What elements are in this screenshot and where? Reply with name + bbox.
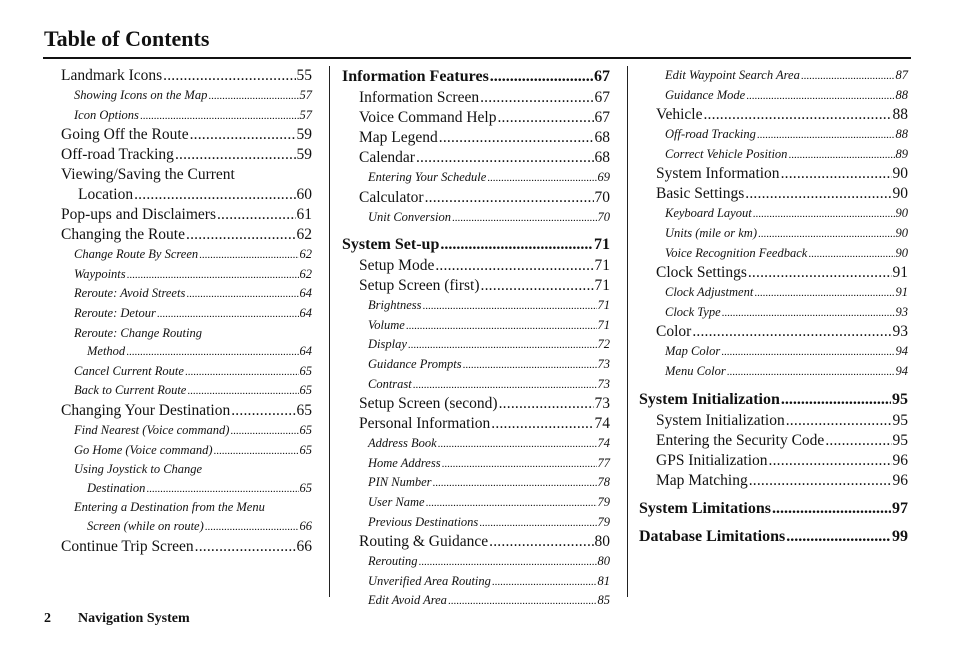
toc-section-system-limitations[interactable]	[639, 498, 908, 520]
dot-leader	[497, 108, 593, 128]
toc-entry-information-screen[interactable]	[342, 88, 610, 108]
toc-entry-page: 65	[299, 442, 312, 457]
toc-entry-voice-command-help[interactable]	[342, 108, 610, 128]
toc-entry-page: 88	[892, 106, 908, 124]
dot-leader	[745, 184, 891, 204]
toc-entry-address-book[interactable]	[342, 434, 610, 454]
toc-entry-label: Map Matching	[656, 471, 748, 489]
dot-leader	[425, 188, 594, 208]
toc-entry-page: 66	[299, 518, 312, 533]
dot-leader	[757, 126, 895, 145]
toc-entry-clock-type[interactable]	[639, 303, 908, 323]
dot-leader	[491, 414, 593, 434]
dot-leader	[487, 169, 596, 188]
toc-entry-label: Home Address	[368, 455, 441, 470]
toc-column-3	[639, 66, 908, 548]
dot-leader	[413, 376, 597, 395]
toc-entry-label: Going Off the Route	[61, 126, 189, 144]
toc-entry-label: Cancel Current Route	[74, 363, 184, 378]
toc-entry-map-matching[interactable]	[639, 471, 908, 491]
dot-leader	[408, 336, 597, 355]
toc-entry-continue-trip[interactable]	[61, 537, 312, 557]
toc-entry-page: 85	[597, 593, 610, 608]
toc-entry-guidance-prompts[interactable]	[342, 355, 610, 375]
toc-entry-going-off-route[interactable]	[61, 125, 312, 145]
toc-entry-label: Clock Settings	[656, 264, 747, 282]
dot-leader	[749, 471, 892, 491]
toc-entry-map-color[interactable]	[639, 342, 908, 362]
dot-leader	[230, 422, 298, 441]
toc-column-1	[61, 66, 312, 557]
toc-entry-label: Off-road Tracking	[61, 146, 174, 164]
toc-entry-label: Waypoints	[74, 266, 126, 281]
dot-leader	[788, 146, 894, 165]
toc-entry-page: 80	[597, 554, 610, 569]
dot-leader	[781, 164, 892, 184]
toc-entry-label: Pop-ups and Disclaimers	[61, 206, 216, 224]
toc-entry-label: Icon Options	[74, 107, 139, 122]
toc-entry-page: 71	[597, 298, 610, 313]
toc-entry-label: Keyboard Layout	[665, 206, 752, 221]
toc-entry-label: Personal Information	[359, 415, 491, 433]
toc-entry-popups[interactable]	[61, 205, 312, 225]
dot-leader	[448, 592, 597, 611]
toc-entry-clock-adjustment[interactable]	[639, 283, 908, 303]
toc-entry-page: 79	[597, 514, 610, 529]
toc-entry-page: 65	[299, 383, 312, 398]
dot-leader	[753, 205, 895, 224]
toc-section-database-limitations[interactable]	[639, 526, 908, 548]
toc-entry-page: 65	[299, 363, 312, 378]
dot-leader	[721, 343, 894, 362]
dot-leader	[489, 532, 593, 552]
dot-leader	[786, 526, 891, 548]
toc-column-2	[342, 66, 610, 611]
toc-entry-brightness[interactable]	[342, 296, 610, 316]
toc-entry-changing-destination[interactable]	[61, 401, 312, 421]
toc-entry-page: 61	[296, 206, 312, 224]
dot-leader	[186, 225, 296, 245]
toc-entry-home-address[interactable]	[342, 454, 610, 474]
toc-entry-label: Routing & Guidance	[359, 533, 489, 551]
dot-leader	[692, 322, 891, 342]
toc-entry-label-line1: Entering a Destination from the Menu	[74, 500, 265, 515]
toc-entry-page: 79	[597, 494, 610, 509]
title-rule	[43, 57, 911, 59]
dot-leader	[175, 145, 296, 165]
toc-entry-label: Correct Vehicle Position	[665, 146, 788, 161]
dot-leader	[442, 455, 597, 474]
toc-entry-changing-route[interactable]	[61, 225, 312, 245]
toc-entry-page: 88	[895, 87, 908, 102]
toc-entry-system-initialization[interactable]	[639, 411, 908, 431]
dot-leader	[433, 474, 597, 493]
toc-entry-page: 74	[594, 415, 610, 433]
toc-entry-label: Calculator	[359, 188, 424, 206]
toc-entry-reroute-detour[interactable]	[61, 304, 312, 324]
toc-entry-page: 96	[892, 471, 908, 489]
toc-entry-page: 93	[892, 323, 908, 341]
toc-entry-page: 59	[296, 146, 312, 164]
toc-entry-page: 73	[594, 395, 610, 413]
toc-entry-page: 65	[296, 401, 312, 419]
dot-leader	[463, 356, 597, 375]
toc-entry-page: 90	[892, 185, 908, 203]
toc-entry-page: 70	[597, 209, 610, 224]
toc-entry-label: Edit Waypoint Search Area	[665, 68, 800, 82]
toc-entry-label: Continue Trip Screen	[61, 537, 194, 555]
toc-entry-units[interactable]	[639, 224, 908, 244]
toc-entry-calculator[interactable]	[342, 188, 610, 208]
dot-leader	[438, 435, 597, 454]
toc-entry-waypoints[interactable]	[61, 265, 312, 285]
toc-entry-page: 70	[594, 188, 610, 206]
toc-entry-keyboard-layout[interactable]	[639, 204, 908, 224]
toc-entry-showing-icons[interactable]	[61, 86, 312, 106]
toc-entry-label: Menu Color	[665, 363, 726, 378]
toc-entry-page: 95	[892, 411, 908, 429]
toc-section-page: 97	[892, 499, 908, 517]
dot-leader	[440, 234, 593, 256]
dot-leader	[157, 305, 299, 324]
dot-leader	[781, 389, 891, 411]
dot-leader	[727, 363, 895, 382]
footer-book-title: Navigation System	[78, 611, 190, 626]
toc-entry-page: 69	[597, 170, 610, 184]
toc-entry-page: 65	[299, 422, 312, 437]
dot-leader	[146, 480, 298, 499]
toc-entry-label-line2: Location	[78, 186, 134, 204]
toc-entry-page: 64	[299, 286, 312, 301]
toc-entry-label: Showing Icons on the Map	[74, 88, 208, 102]
toc-entry-basic-settings[interactable]	[639, 184, 908, 204]
toc-entry-setup-second[interactable]	[342, 394, 610, 414]
toc-entry-page: 65	[299, 480, 312, 495]
toc-entry-page: 57	[299, 88, 312, 102]
dot-leader	[492, 573, 597, 592]
toc-entry-label: Clock Adjustment	[665, 285, 754, 300]
dot-leader	[217, 205, 296, 225]
column-divider	[627, 66, 628, 597]
toc-section-page: 67	[594, 68, 610, 85]
toc-entry-label-line1: Using Joystick to Change	[74, 462, 203, 477]
toc-entry-page: 94	[895, 344, 908, 359]
toc-entry-label: User Name	[368, 494, 425, 509]
toc-entry-find-nearest[interactable]	[61, 421, 312, 441]
toc-entry-icon-options[interactable]	[61, 106, 312, 126]
dot-leader	[481, 276, 594, 296]
toc-entry-calendar[interactable]	[342, 148, 610, 168]
dot-leader	[422, 297, 596, 316]
toc-entry-label: Voice Recognition Feedback	[665, 245, 808, 260]
toc-entry-page: 77	[597, 455, 610, 470]
dot-leader	[231, 401, 295, 421]
dot-leader	[439, 128, 594, 148]
dot-leader	[419, 553, 597, 572]
toc-entry-label: System Information	[656, 165, 780, 183]
toc-entry-pin-number[interactable]	[342, 473, 610, 493]
toc-section-label: System Set-up	[342, 236, 440, 254]
toc-entry-page: 95	[892, 431, 908, 449]
dot-leader	[452, 209, 597, 228]
toc-entry-correct-vehicle[interactable]	[639, 145, 908, 165]
toc-entry-label: Off-road Tracking	[665, 127, 756, 142]
dot-leader	[808, 245, 894, 264]
toc-entry-change-route-by-screen[interactable]	[61, 245, 312, 265]
dot-leader	[772, 498, 891, 520]
dot-leader	[195, 537, 296, 557]
toc-entry-page: 62	[296, 226, 312, 244]
toc-entry-label: PIN Number	[368, 475, 432, 490]
toc-entry-page: 67	[594, 89, 610, 106]
toc-entry-page: 55	[296, 67, 312, 84]
toc-entry-label: Calendar	[359, 149, 415, 166]
footer-page-number: 2	[44, 611, 51, 626]
toc-entry-label: Volume	[368, 317, 405, 332]
toc-entry-label: Setup Screen (second)	[359, 395, 498, 413]
toc-entry-label: Basic Settings	[656, 185, 745, 203]
toc-entry-rerouting[interactable]	[342, 552, 610, 572]
toc-entry-entering-schedule[interactable]	[342, 168, 610, 188]
toc-entry-label: Changing Your Destination	[61, 401, 231, 419]
toc-entry-page: 67	[594, 109, 610, 126]
toc-entry-label: Address Book	[368, 436, 437, 451]
column-divider	[329, 66, 330, 597]
toc-entry-page: 62	[299, 247, 312, 262]
toc-entry-unverified-area[interactable]	[342, 572, 610, 592]
dot-leader	[786, 411, 892, 431]
toc-entry-page: 71	[594, 277, 610, 295]
toc-entry-offroad-tracking-2[interactable]	[639, 125, 908, 145]
toc-entry-edit-waypoint[interactable]	[639, 66, 908, 86]
toc-entry-page: 68	[594, 149, 610, 166]
toc-entry-contrast[interactable]	[342, 375, 610, 395]
toc-entry-label: Landmark Icons	[61, 67, 163, 84]
toc-entry-page: 88	[895, 127, 908, 142]
toc-entry-volume[interactable]	[342, 316, 610, 336]
dot-leader	[187, 382, 298, 401]
toc-entry-edit-avoid-area[interactable]	[342, 591, 610, 611]
toc-entry-page: 66	[296, 537, 312, 555]
toc-entry-label: Map Legend	[359, 129, 438, 146]
toc-entry-back-route[interactable]	[61, 381, 312, 401]
toc-entry-page: 90	[895, 206, 908, 221]
toc-entry-label: Entering the Security Code	[656, 431, 825, 449]
toc-entry-label: Unit Conversion	[368, 209, 451, 224]
toc-entry-label: Changing the Route	[61, 226, 185, 244]
toc-section-label: System Limitations	[639, 499, 771, 517]
dot-leader	[163, 66, 295, 86]
toc-entry-label-line2: Destination	[87, 480, 146, 495]
dot-leader	[190, 125, 296, 145]
toc-entry-label: Contrast	[368, 376, 412, 391]
toc-entry-security-code[interactable]	[639, 431, 908, 451]
toc-section-system-setup[interactable]	[342, 234, 610, 256]
toc-entry-label: Guidance Mode	[665, 87, 746, 102]
toc-entry-page: 87	[895, 68, 908, 82]
toc-entry-label: Units (mile or km)	[665, 225, 757, 240]
toc-entry-page: 68	[594, 129, 610, 146]
toc-entry-landmark-icons[interactable]	[61, 66, 312, 86]
toc-entry-label: Clock Type	[665, 304, 721, 319]
toc-entry-system-information[interactable]	[639, 164, 908, 184]
dot-leader	[185, 363, 299, 382]
dot-leader	[127, 266, 299, 285]
toc-entry-page: 71	[594, 257, 610, 275]
toc-entry-label: Color	[656, 323, 692, 341]
toc-entry-label: Information Screen	[359, 89, 480, 106]
toc-entry-label: Setup Mode	[359, 257, 435, 275]
dot-leader	[199, 246, 298, 265]
toc-entry-page: 73	[597, 356, 610, 371]
dot-leader	[825, 431, 891, 451]
dot-leader	[722, 304, 895, 323]
toc-entry-label: Map Color	[665, 344, 721, 359]
toc-entry-page: 89	[895, 146, 908, 161]
dot-leader	[126, 343, 298, 362]
toc-entry-label: Entering Your Schedule	[368, 170, 487, 184]
dot-leader	[479, 514, 596, 533]
dot-leader	[134, 185, 295, 205]
toc-entry-color[interactable]	[639, 322, 908, 342]
toc-entry-page: 96	[892, 451, 908, 469]
toc-entry-map-legend[interactable]	[342, 128, 610, 148]
toc-entry-label-line1: Reroute: Change Routing	[74, 325, 202, 340]
toc-section-information-features[interactable]	[342, 66, 610, 88]
toc-entry-viewing-saving[interactable]	[61, 165, 312, 205]
toc-entry-page: 91	[895, 285, 908, 300]
toc-entry-page: 74	[597, 436, 610, 451]
toc-entry-user-name[interactable]	[342, 493, 610, 513]
toc-entry-page: 72	[597, 337, 610, 352]
dot-leader	[205, 518, 299, 537]
toc-entry-previous-destinations[interactable]	[342, 513, 610, 533]
toc-section-page: 71	[594, 236, 610, 254]
dot-leader	[480, 88, 593, 108]
toc-entry-page: 94	[895, 363, 908, 378]
toc-entry-label: Unverified Area Routing	[368, 573, 491, 588]
toc-entry-page: 81	[597, 573, 610, 588]
toc-entry-label: Brightness	[368, 298, 422, 313]
dot-leader	[208, 87, 298, 106]
toc-entry-cancel-route[interactable]	[61, 362, 312, 382]
toc-entry-label: Reroute: Detour	[74, 305, 156, 320]
toc-section-page: 99	[892, 527, 908, 545]
toc-entry-page: 73	[597, 376, 610, 391]
toc-entry-setup-first[interactable]	[342, 276, 610, 296]
toc-entry-label: Guidance Prompts	[368, 356, 462, 371]
toc-entry-page: 90	[892, 165, 908, 183]
toc-entry-offroad-tracking[interactable]	[61, 145, 312, 165]
dot-leader	[703, 105, 891, 125]
toc-section-label: Information Features	[342, 68, 489, 85]
dot-leader	[406, 317, 597, 336]
dot-leader	[140, 107, 299, 126]
toc-entry-label: System Initialization	[656, 411, 785, 429]
toc-entry-page: 62	[299, 266, 312, 281]
dot-leader	[769, 451, 892, 471]
toc-entry-label: Display	[368, 337, 407, 352]
toc-entry-page: 93	[895, 304, 908, 319]
toc-entry-page: 64	[299, 344, 312, 359]
toc-entry-label: Voice Command Help	[359, 109, 497, 126]
toc-entry-label: Rerouting	[368, 554, 418, 569]
toc-entry-page: 90	[895, 245, 908, 260]
toc-entry-label: Previous Destinations	[368, 514, 479, 529]
dot-leader	[426, 494, 597, 513]
toc-entry-page: 59	[296, 126, 312, 144]
toc-entry-voice-recognition[interactable]	[639, 244, 908, 264]
toc-entry-label: Vehicle	[656, 106, 703, 124]
toc-entry-page: 90	[895, 225, 908, 240]
toc-entry-go-home[interactable]	[61, 441, 312, 461]
toc-section-label: System Initialization	[639, 390, 780, 408]
toc-entry-page: 60	[296, 186, 312, 204]
toc-entry-page: 57	[299, 107, 312, 122]
toc-entry-label: Edit Avoid Area	[368, 593, 447, 608]
toc-entry-label: Reroute: Avoid Streets	[74, 286, 186, 301]
dot-leader	[186, 285, 298, 304]
toc-entry-label: Back to Current Route	[74, 383, 187, 398]
page-title: Table of Contents	[44, 26, 210, 51]
toc-entry-label-line2: Screen (while on route)	[87, 518, 204, 533]
dot-leader	[490, 66, 593, 88]
dot-leader	[801, 67, 895, 86]
dot-leader	[499, 394, 594, 414]
toc-entry-menu-color[interactable]	[639, 362, 908, 382]
toc-entry-guidance-mode[interactable]	[639, 86, 908, 106]
dot-leader	[214, 442, 299, 461]
dot-leader	[748, 263, 892, 283]
toc-entry-using-joystick[interactable]	[61, 460, 312, 498]
toc-entry-page: 80	[594, 533, 610, 551]
toc-entry-page: 78	[597, 475, 610, 490]
toc-entry-label: Change Route By Screen	[74, 247, 199, 262]
dot-leader	[746, 87, 894, 106]
dot-leader	[416, 148, 594, 168]
toc-entry-entering-destination[interactable]	[61, 498, 312, 536]
toc-entry-unit-conversion[interactable]	[342, 208, 610, 228]
toc-section-system-initialization[interactable]	[639, 389, 908, 411]
toc-section-label: Database Limitations	[639, 527, 786, 545]
dot-leader	[435, 256, 593, 276]
dot-leader	[754, 284, 894, 303]
toc-entry-clock-settings[interactable]	[639, 263, 908, 283]
toc-entry-label: Go Home (Voice command)	[74, 442, 213, 457]
toc-entry-label: GPS Initialization	[656, 451, 768, 469]
toc-entry-label-line2: Method	[87, 344, 126, 359]
toc-entry-display[interactable]	[342, 335, 610, 355]
toc-entry-page: 71	[597, 317, 610, 332]
toc-entry-page: 64	[299, 305, 312, 320]
toc-entry-setup-mode[interactable]	[342, 256, 610, 276]
toc-section-page: 95	[892, 390, 908, 408]
toc-entry-label: Find Nearest (Voice command)	[74, 422, 230, 437]
dot-leader	[758, 225, 895, 244]
toc-entry-gps-initialization[interactable]	[639, 451, 908, 471]
toc-entry-reroute-change[interactable]	[61, 324, 312, 362]
toc-entry-routing-guidance[interactable]	[342, 532, 610, 552]
toc-entry-personal-information[interactable]	[342, 414, 610, 434]
toc-entry-page: 91	[892, 264, 908, 282]
toc-entry-reroute-avoid[interactable]	[61, 284, 312, 304]
toc-entry-label: Setup Screen (first)	[359, 277, 480, 295]
toc-entry-label-line1: Viewing/Saving the Current	[61, 166, 235, 184]
toc-entry-vehicle[interactable]	[639, 105, 908, 125]
